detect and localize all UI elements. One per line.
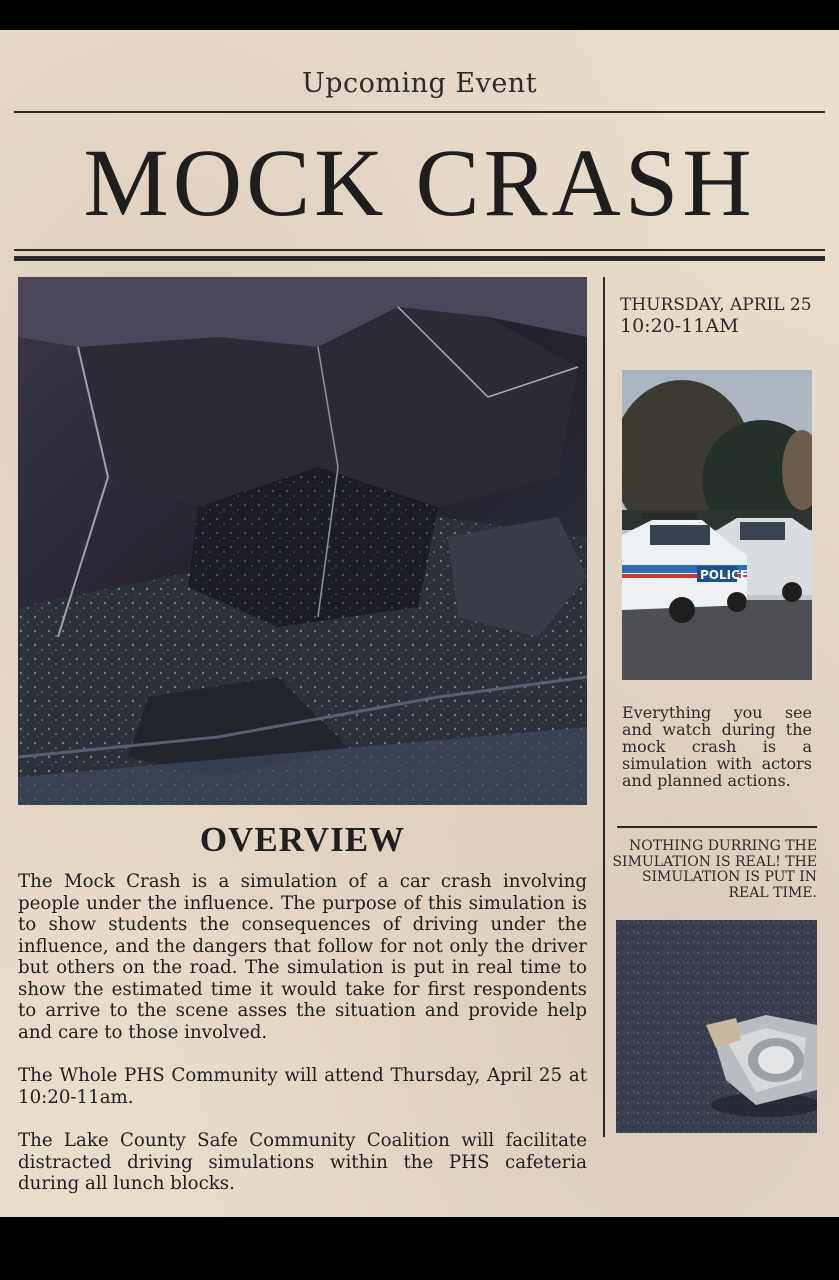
crushed-can-photo <box>616 920 817 1133</box>
shattered-windshield-photo <box>18 277 587 805</box>
event-time: 10:20-11AM <box>620 315 739 337</box>
coalition-paragraph: The Lake County Safe Community Coalition will facilitate distracted driving simulations within the PHS cafeteria during all lunch blocks. <box>18 1130 587 1194</box>
attendance-paragraph: The Whole PHS Community will attend Thursday, April 25 at 10:20-11am. <box>18 1065 587 1108</box>
simulation-note: Everything you see and watch during the mock crash is a simulation with actors and planned actions. <box>622 703 812 790</box>
police-label: POLICE <box>700 568 749 582</box>
flyer-page <box>0 30 839 1217</box>
title-rule-thick <box>14 256 825 261</box>
event-date: THURSDAY, APRIL 25 <box>620 295 812 315</box>
column-divider <box>603 277 605 1137</box>
title-rule-thin <box>14 249 825 251</box>
page-title: MOCK CRASH <box>83 129 756 236</box>
overview-heading: OVERVIEW <box>199 820 406 859</box>
simulation-warning: NOTHING DURRING THE SIMULATION IS REAL! THE SIMULATION IS PUT IN REAL TIME. <box>612 838 817 901</box>
event-kicker: Upcoming Event <box>301 68 538 99</box>
police-car-photo <box>622 370 812 680</box>
top-rule <box>14 111 825 113</box>
sidebar-rule <box>617 826 817 828</box>
overview-paragraph: The Mock Crash is a simulation of a car crash involving people under the influence. The purpose of this simulation is to show students the consequences of driving under the influence, and the dangers that follow for not only the driver but others on the road. The simulation is put in real time to show the estimated time it would take for first respondents to arrive to the scene asses the situation and provide help and care to those involved. <box>18 871 587 1043</box>
